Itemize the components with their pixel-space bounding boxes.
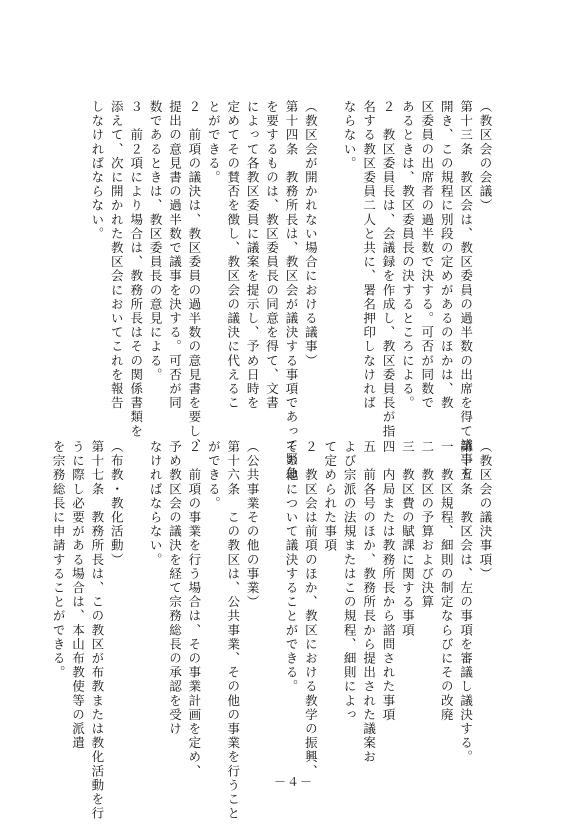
text-line: 一 教区規程、細則の制定ならびにその改廃 [439,440,455,722]
text-line: （布教・教化活動） [109,440,125,567]
text-line: ２ 前項の事業を行う場合は、その事業計画を定め、 [186,440,202,779]
blank-line [262,440,281,740]
text-line: とができる。 [206,100,222,185]
text-line: しなければならない。 [89,100,105,241]
text-line: 五 前各号のほか、教務所長から提出された議案お [361,440,377,765]
text-line: ２ 教区会は前項のほか、教区における教学の振興、 [303,440,319,779]
text-line: を宗務総長に申請することができる。 [51,440,67,680]
text-line: （教区会が開かれない場合における議事） [303,100,319,368]
text-line: を要するものは、教区委員長の同意を得て、文書 [264,100,280,411]
text-line: 第十四条 教務所長は、教区会が議決する事項であって緊急 [283,100,299,481]
text-line: 開き、この規程に別段の定めがあるのほかは、教 [439,100,455,411]
upper-text-block [87,100,495,481]
text-line: 名する教区委員二人と共に、署名押印しなければ [361,100,377,411]
text-line: 第十三条 教区会は、教区委員の過半数の出席を得て議事を [458,100,474,481]
text-line: 定めてその賛否を徴し、教区会の議決に代えるこ [225,100,241,411]
text-line: （公共事業その他の事業） [245,440,261,610]
text-line: あるときは、教区委員長の決するところによる。 [400,100,416,411]
text-line: 予め教区会の議決を経て宗務総長の承認を受け [167,440,183,737]
text-line: 数であるときは、教区委員長の意見による。 [148,100,164,382]
blank-line [126,440,145,740]
text-line: なければならない。 [148,440,164,567]
text-line: よび宗派の法規またはこの規程、細則によっ [342,440,358,722]
text-line: 四 内局または教務所長から諮問された事項 [380,440,396,722]
text-line: （教区会の会議） [478,100,493,213]
text-line: 第十七条 教務所長は、この教区が布教または教化活動を行 [89,440,105,821]
text-line: ができる。 [206,440,222,511]
text-line: て定められた事項 [322,440,338,553]
text-line: ３ 前２項により場合は、教務所長はその関係書類を [128,100,144,439]
text-line: 提出の意見書の過半数で議事を決する。可否が同 [167,100,183,411]
text-line: 添えて、次に開かれた教区会においてこれを報告 [109,100,125,411]
text-line: うに際し必要がある場合は、本山布教使等の派遣 [70,440,86,751]
text-line: 区委員の出席者の過半数で決する。可否が同数で [419,100,435,411]
text-line: その他について議決することができる。 [283,440,299,694]
text-line: （教区会の議決事項） [478,440,493,581]
text-line: 第十五条 教区会は、左の事項を審議し議決する。 [458,440,474,765]
text-line: 第十六条 この教区は、公共事業、その他の事業を行うこと [225,440,241,821]
page-number: －４－ [273,775,313,789]
blank-line [320,100,339,430]
text-line: ２ 教区委員長は、会議録を作成し、教区委員長が指 [380,100,396,439]
text-line: ならない。 [342,100,358,171]
text-line: 二 教区の予算および決算 [419,440,435,610]
text-line: ２ 前項の議決は、教区委員の過半数の意見書を要し、 [186,100,202,453]
text-line: 三 教区費の賦課に関する事項 [400,440,416,638]
lower-text-block [49,440,495,821]
text-line: によって各教区委員に議案を提示し、予め日時を [245,100,261,411]
